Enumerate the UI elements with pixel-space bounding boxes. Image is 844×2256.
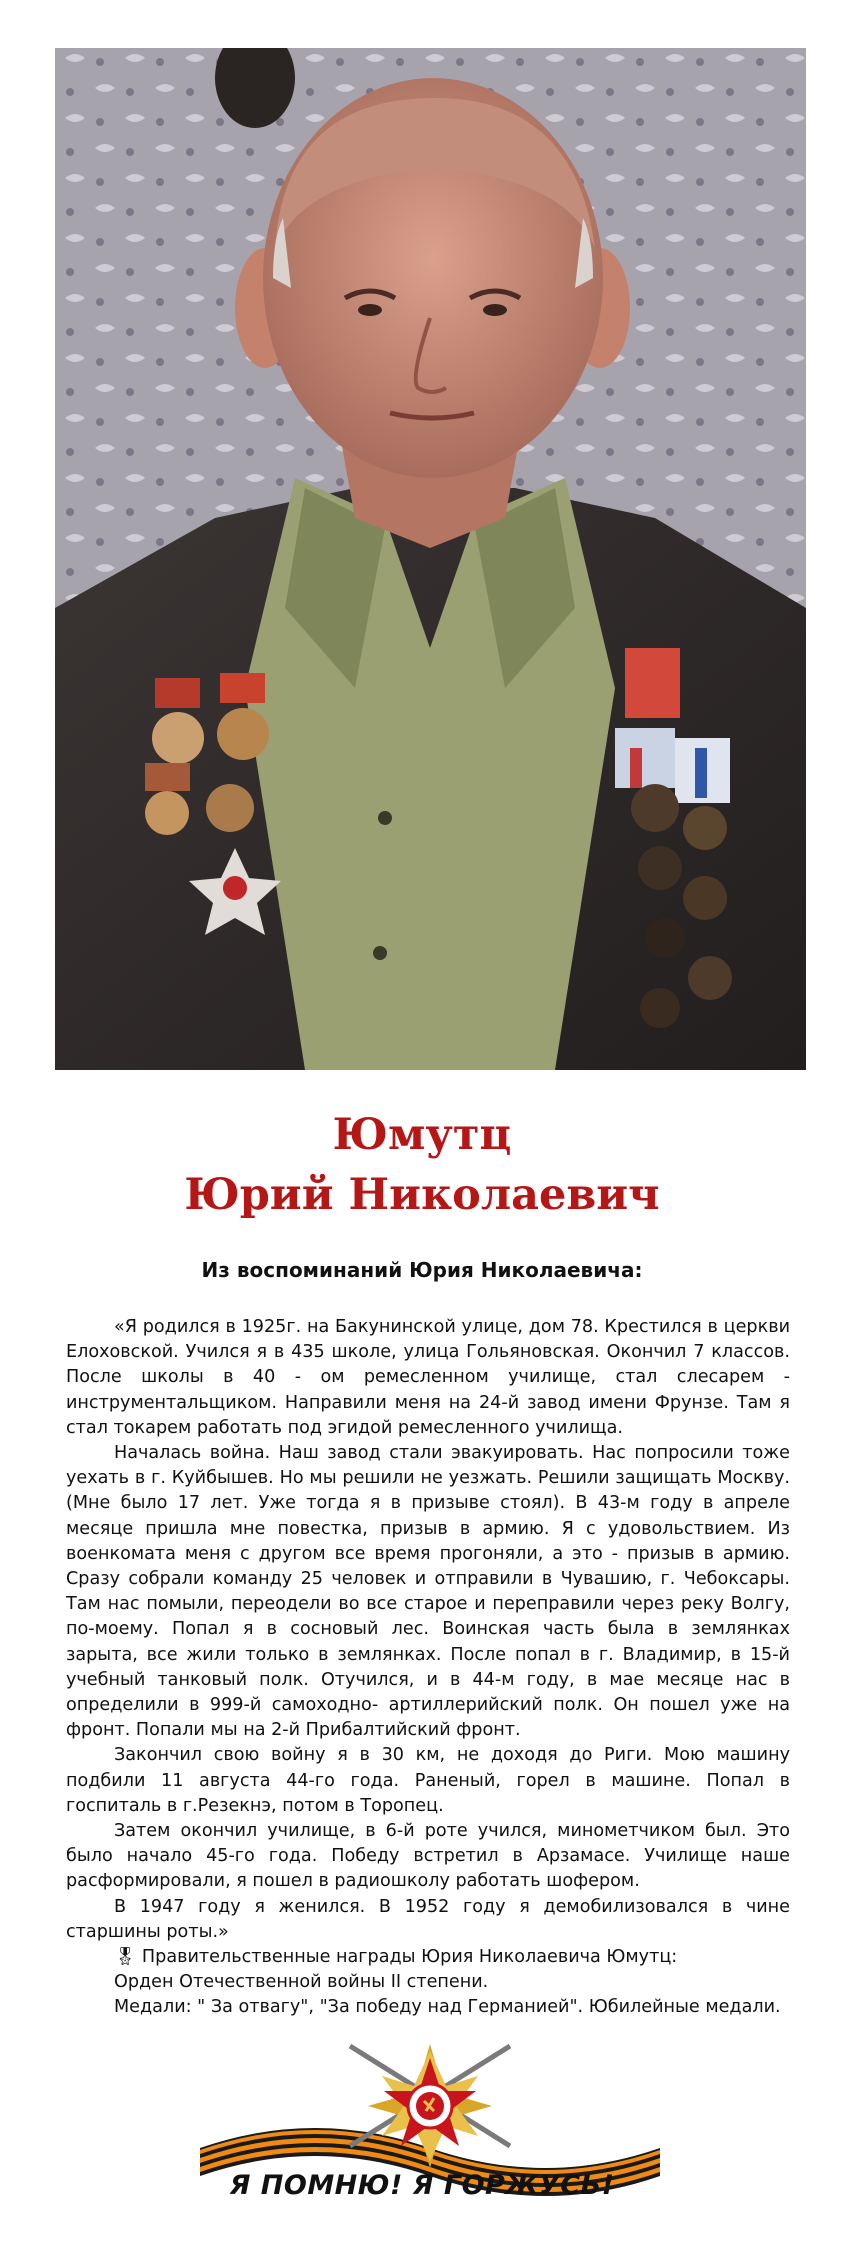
- remember-proud-slogan: Я ПОМНЮ! Я ГОРЖУСЬ!: [229, 2170, 615, 2201]
- memoir-paragraph: Закончил свою войну я в 30 км, не доходя до Риги. Мою машину подбили 11 августа 44-го года. Раненый, горел в машине. Попал в госпиталь в г.Резекнэ, потом в Торопец.: [66, 1745, 790, 1816]
- memoir-paragraph: В 1947 году я женился. В 1952 году я демобилизовался в чине старшины роты.»: [66, 1896, 790, 1942]
- memoir-heading: Из воспоминаний Юрия Николаевича:: [201, 1258, 643, 1282]
- memoir-text: [66, 1315, 790, 2021]
- memoir-paragraph: Затем окончил училище, в 6-й роте учился, минометчиком был. Это было начало 45-го года. Победу встретил в Арзамасе. Училище наше расформировали, я пошел в радиошколу работать шофером.: [66, 1821, 790, 1892]
- award-order: Орден Отечественной войны II степени.: [114, 1972, 489, 1993]
- memoir-paragraph: Началась война. Наш завод стали эвакуировать. Нас попросили тоже уехать в г. Куйбышев. Но мы решили не уезжать. Решили защищать Москву. (Мне было 17 лет. Уже тогда я в призыве стоял). В 43-м году в апреле месяце пришла мне повестка, призыв в армию. Я с удовольствием. Из военкомата меня с другом все время прогоняли, а это - призыв в армию. Сразу собрали команду 25 человек и отправили в Чувашию, г. Чебоксары. Там нас помыли, переодели во все старое и переправили через реку Волгу, по-моему. Попал я в сосновый лес. Воинская часть была в землянках зарыта, все жили только в землянках. После попал в г. Владимир, в 15-й учебный танковый полк. Отучился, и в 44-м году, в мае месяце нас в определили в 999-й самоходно- артиллерийский полк. Он пошел уже на фронт. Попали мы на 2-й Прибалтийский фронт.: [66, 1443, 790, 1741]
- award-medals: Медали: " За отвагу", "За победу над Германией". Юбилейные медали.: [114, 1997, 781, 2018]
- surname: Юмутц: [332, 1110, 512, 1160]
- st-george-ribbon-emblem: [200, 2036, 660, 2236]
- memoir-paragraph: «Я родился в 1925г. на Бакунинской улице, дом 78. Крестился в церкви Елоховской. Учился я в 435 школе, улица Гольяновская. Окончил 7 классов. После школы в 40 - ом ремесленном училище, стал слесарем - инструментальщиком. Направили меня на 24-й завод имени Фрунзе. Там я стал токарем работать под эгидой ремесленного училища.: [66, 1317, 790, 1438]
- first-name-patronymic: Юрий Николаевич: [184, 1170, 660, 1220]
- veteran-name: [0, 1105, 844, 1225]
- awards-heading: 🎖 Правительственные награды Юрия Николаевича Юмутц:: [114, 1947, 678, 1968]
- veteran-portrait-photo: [55, 48, 806, 1070]
